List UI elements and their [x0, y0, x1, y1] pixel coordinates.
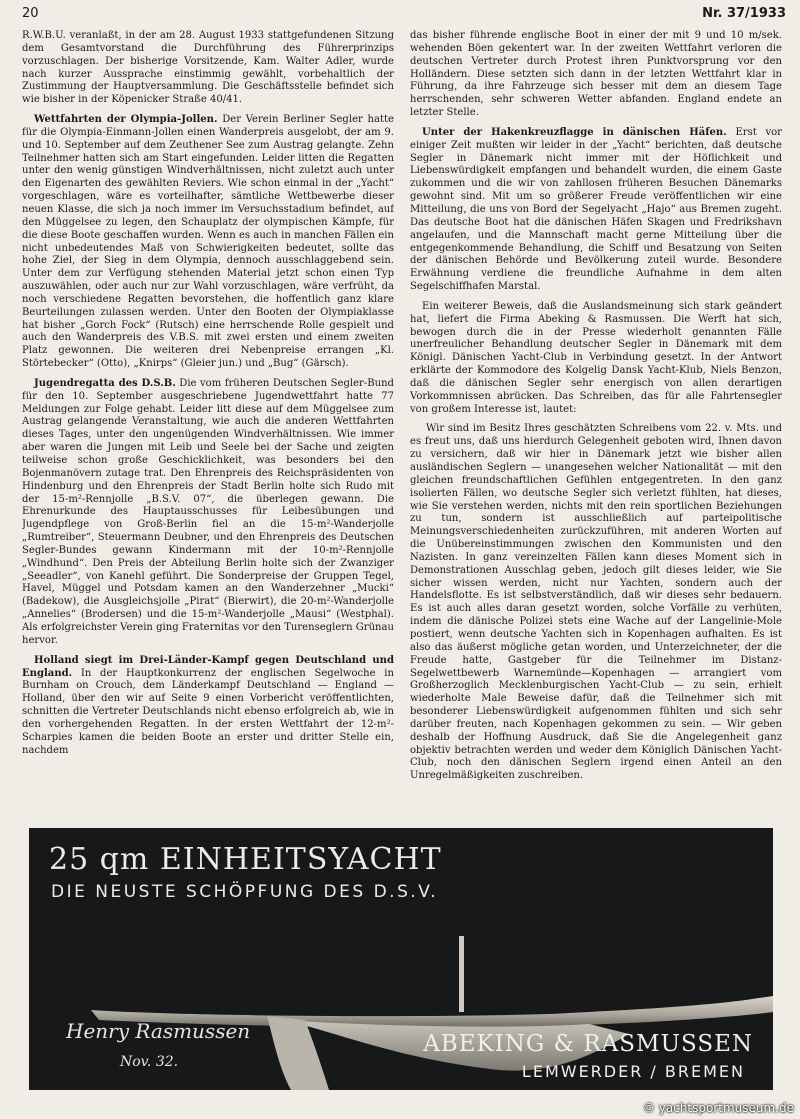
- paragraph-letter-quote: Wir sind im Besitz Ihres geschätzten Schreibens vom 22. v. Mts. und es freut uns, daß uns hierdurch Gelegenheit geboten wird, Ihnen davon zu versichern, daß wir hier in Dänemark jetzt wie bisher allen ausländischen Seglern — unangesehen welcher Nationalität — mit den gleichen freundschaftlichen Gefühlen entgegentreten. In den ganz isolierten Fällen, wo deutsche Segler sich verletzt fühlten, hat dieses, wie Sie verstehen werden, nichts mit den rein sportlichen Beziehungen zu tun, sondern ist ausschließlich auf parteipolitische Meinungsverschiedenheiten zurückzuführen, mit anderen Worten auf die Unübereinstimmungen zwischen den Kommunisten und den Nazisten. In ganz vereinzelten Fällen kann dieses Moment sich in Demonstrationen Ausschlag geben, jedoch gilt dieses leider, wie Sie sicher wissen werden, nicht nur Yachten, sondern auch der Handelsflotte. Es ist selbstverständlich, daß wir dieses sehr bedauern. Es ist auch alles daran gesetzt worden, solche Vorfälle zu verhüten, indem die dänische Polizei stets eine Wache auf der Langelinie-Mole postiert, wenn deutsche Yachten sich in Kopenhagen aufhalten. Es ist also das äußerst mögliche getan worden, und Unterzeichneter, der die Freude hatte, Gastgeber für die Teilnehmer im Distanz-Segelwettbewerb Warnemünde—Kopenhagen — arrangiert vom Großherzoglich Mecklenburgischen Yacht-Club — zu sein, erhielt wiederholte Male Beweise dafür, daß die Teilnehmer sich mit besonderer Liebenswürdigkeit aufgenommen fühlten und sich sehr darüber freuten, nach Kopenhagen gekommen zu sein. — Wir geben deshalb der Hoffnung Ausdruck, daß Sie die Angelegenheit ganz objektiv betrachten werden und weder dem Königlich Dänischen Yacht-Club, noch den dänischen Seglern irgend einen Anteil an den Unregelmäßigkeiten zuschreiben.: [410, 423, 782, 782]
- watermark: © yachtsportmuseum.de: [642, 1101, 794, 1115]
- ad-title: 25 qm EINHEITSYACHT: [49, 842, 442, 877]
- heading-hakenkreuzflagge: Unter der Hakenkreuzflagge in dänischen Häfen.: [422, 126, 727, 138]
- page-number: 20: [22, 6, 39, 21]
- body-hakenkreuzflagge: Erst vor einiger Zeit mußten wir leider in der „Yacht“ berichten, daß deutsche Segler in Dänemark nicht immer mit der Höflichkeit und Liebenswürdigkeit empfangen und behandelt wurden, die einem Gaste zukommen und die wir von zahllosen früheren Besuchen Dänemarks gewohnt sind. Mit um so größerer Freude veröffentlichen wir eine Mitteilung, die uns von Bord der Segelyacht „Hajo“ aus Bremen zugeht. Das deutsche Boot hat die dänischen Häfen Skagen und Fredrikshavn angelaufen, und die Mannschaft macht gerne Mitteilung über die entgegenkommende Behandlung, die Schiff und Besatzung von Seiten der dänischen Behörde und Bevölkerung zuteil wurde. Besondere Erwähnung verdiene die freundliche Aufnahme in dem alten Segelschiffhafen Marstal.: [410, 126, 782, 293]
- paragraph-continuation: das bisher führende englische Boot in einer der mit 9 und 10 m/sek. wehenden Böen gekentert war. In der zweiten Wettfahrt verloren die deutschen Vertreter durch Protest ihren Punktvorsprung vor den Holländern. Diese setzten sich dann in der letzten Wettfahrt klar in Führung, da ihre Fahrzeuge sich besser mit dem an diesem Tage herrschenden, sehr schweren Wetter abfanden. England endete an letzter Stelle.: [410, 30, 782, 119]
- left-column: [22, 30, 394, 810]
- right-column: [410, 30, 782, 810]
- issue-number: Nr. 37/1933: [702, 6, 786, 21]
- body-jugendregatta: Die vom früheren Deutschen Segler-Bund für den 10. September ausgeschriebene Jugendwettfahrt hatte 77 Meldungen zur Folge gehabt. Leider litt diese auf dem Müggelsee zum Austrag gelangende Veranstaltung, wie auch die anderen Wettfahrten dieses Tages, unter den ungenügenden Windverhältnissen. Wie immer aber waren die Jungen mit Leib und Seele bei der Sache und zeigten teilweise schon große Geschicklichkeit, was besonders bei den Bojenmanövern zutage trat. Den Ehrenpreis des Reichspräsidenten von Hindenburg und den Ehrenpreis der Stadt Berlin holte sich Rudo mit der 15-m²-Rennjolle „B.S.V. 07“, die überlegen gewann. Die Ehrenurkunde des Hauptausschusses für Leibesübungen und Jugendpflege von Groß-Berlin fiel an die 15-m²-Wanderjolle „Rumtreiber“, Steuermann Deubner, und den Ehrenpreis des Deutschen Segler-Bundes gewann Kindermann mit der 10-m²-Rennjolle „Windhund“. Den Preis der Abteilung Berlin holte sich der Zwanziger „Seeadler“, von Kanehl geführt. Die Sonderpreise der Gruppen Tegel, Havel, Müggel und Potsdam kamen an den Wanderzehner „Mucki“ (Badekow), die Ausgleichsjolle „Pirat“ (Bierwirt), die 20-m²-Wanderjolle „Annelies“ (Brodersen) und die 15-m²-Wanderjolle „Mausi“ (Westphal). Als erfolgreichster Verein ging Fraternitas vor den Turenseglern Grünau hervor.: [22, 377, 394, 646]
- paragraph-abeking-beweis: Ein weiterer Beweis, daß die Auslandsmeinung sich stark geändert hat, liefert die Firma Abeking & Rasmussen. Die Werft hat sich, bewogen durch die in der Presse wiederholt genannten Fälle unerfreulicher Behandlung deutscher Segler in Dänemark mit dem Königl. Dänischen Yacht-Club in Verbindung gesetzt. In der Antwort erklärte der Kommodore des Kolgelig Dansk Yacht-Klub, Niels Benzon, daß die dänischen Segler sehr energisch von allen derartigen Vorkommnissen abrücken. Das Schreiben, das für alle Fahrtensegler von großem Interesse ist, lautet:: [410, 300, 782, 415]
- article-columns: [22, 30, 782, 810]
- signature-name: Henry Rasmussen: [66, 1019, 251, 1043]
- heading-olympia-jollen: Wettfahrten der Olympia-Jollen.: [34, 114, 218, 126]
- body-drei-laender-kampf: In der Hauptkonkurrenz der englischen Segelwoche in Burnham on Crouch, dem Länderkampf Deutschland — England — Holland, über den wir auf Seite 9 einen Vorbericht veröffentlichten, schnitten die Vertreter Deutschlands nicht ebenso erfolgreich ab, wie in den vorhergehenden Regatten. In der ersten Wettfahrt der 12-m²-Scharpies kamen die beiden Boote an erster und dritter Stelle ein, nachdem: [22, 667, 394, 756]
- paragraph-rwbu: R.W.B.U. veranlaßt, in der am 28. August 1933 stattgefundenen Sitzung dem Gesamtvorstand die Durchführung des Führerprinzips vorzuschlagen. Der bisherige Vorsitzende, Kam. Walter Adler, wurde nach kurzer Aussprache einstimmig gewählt, vorbehaltlich der Zustimmung der Hauptversammlung. Die Geschäftsstelle befindet sich wie bisher in der Köpenicker Straße 40/41.: [22, 30, 394, 106]
- paragraph-olympia-jollen: [22, 114, 394, 371]
- paragraph-jugendregatta: [22, 378, 394, 648]
- signature-date: Nov. 32.: [120, 1054, 179, 1070]
- mast-icon: [459, 936, 464, 1012]
- advertisement: [29, 828, 773, 1090]
- heading-drei-laender-kampf: Holland siegt im Drei-Länder-Kampf gegen Deutschland und England.: [22, 654, 394, 679]
- ad-company-name: ABEKING & RASMUSSEN: [423, 1031, 753, 1057]
- paragraph-hakenkreuzflagge: [410, 127, 782, 294]
- signature-handwriting: [64, 1014, 254, 1074]
- ad-company-location: LEMWERDER / BREMEN: [521, 1062, 745, 1081]
- heading-jugendregatta: Jugendregatta des D.S.B.: [34, 377, 176, 389]
- paragraph-drei-laender-kampf: [22, 655, 394, 758]
- body-olympia-jollen: Der Verein Berliner Segler hatte für die Olympia-Einmann-Jollen einen Wanderpreis ausgelobt, der am 9. und 10. September auf dem Zeuthener See zum Austrag gelangte. Zehn Teilnehmer hatten sich am Start eingefunden. Leider litten die Regatten unter den wenig günstigen Windverhältnissen, nicht zuletzt auch unter den Eigenarten des gewählten Reviers. Wie schon einmal in der „Yacht“ vorgeschlagen, wäre es vorteilhafter, sämtliche Wettbewerbe dieser neuen Klasse, die sich ja noch immer im Versuchsstadium befindet, auf den Müggelsee zu legen, den Schauplatz der olympischen Kämpfe, für die diese Boote geschaffen wurden. Wenn es auch in manchen Fällen ein nicht unbedeutendes Maß von Schwierigkeiten bedeutet, sollte das hohe Ziel, der Sieg in dem Olympia, dennoch ausschlaggebend sein. Unter dem zur Verfügung stehenden Material jetzt schon einen Typ auszuwählen, oder auch nur zur Wahl vorzuschlagen, wäre verfrüht, da noch verschiedene Regatten bevorstehen, die hoffentlich ganz klare Beurteilungen zulassen werden. Unter den Booten der Olympiaklasse hat bisher „Gorch Fock“ (Rutsch) eine herrschende Rolle gespielt und auch den Wanderpreis des V.B.S. mit zwei ersten und einem zweiten Platz gewonnen. Die weiteren drei Nebenpreise errangen „Kl. Störtebecker“ (Otto), „Knirps“ (Gleier jun.) und „Bug“ (Gärsch).: [22, 114, 394, 370]
- ad-subtitle: DIE NEUSTE SCHÖPFUNG DES D.S.V.: [51, 882, 439, 902]
